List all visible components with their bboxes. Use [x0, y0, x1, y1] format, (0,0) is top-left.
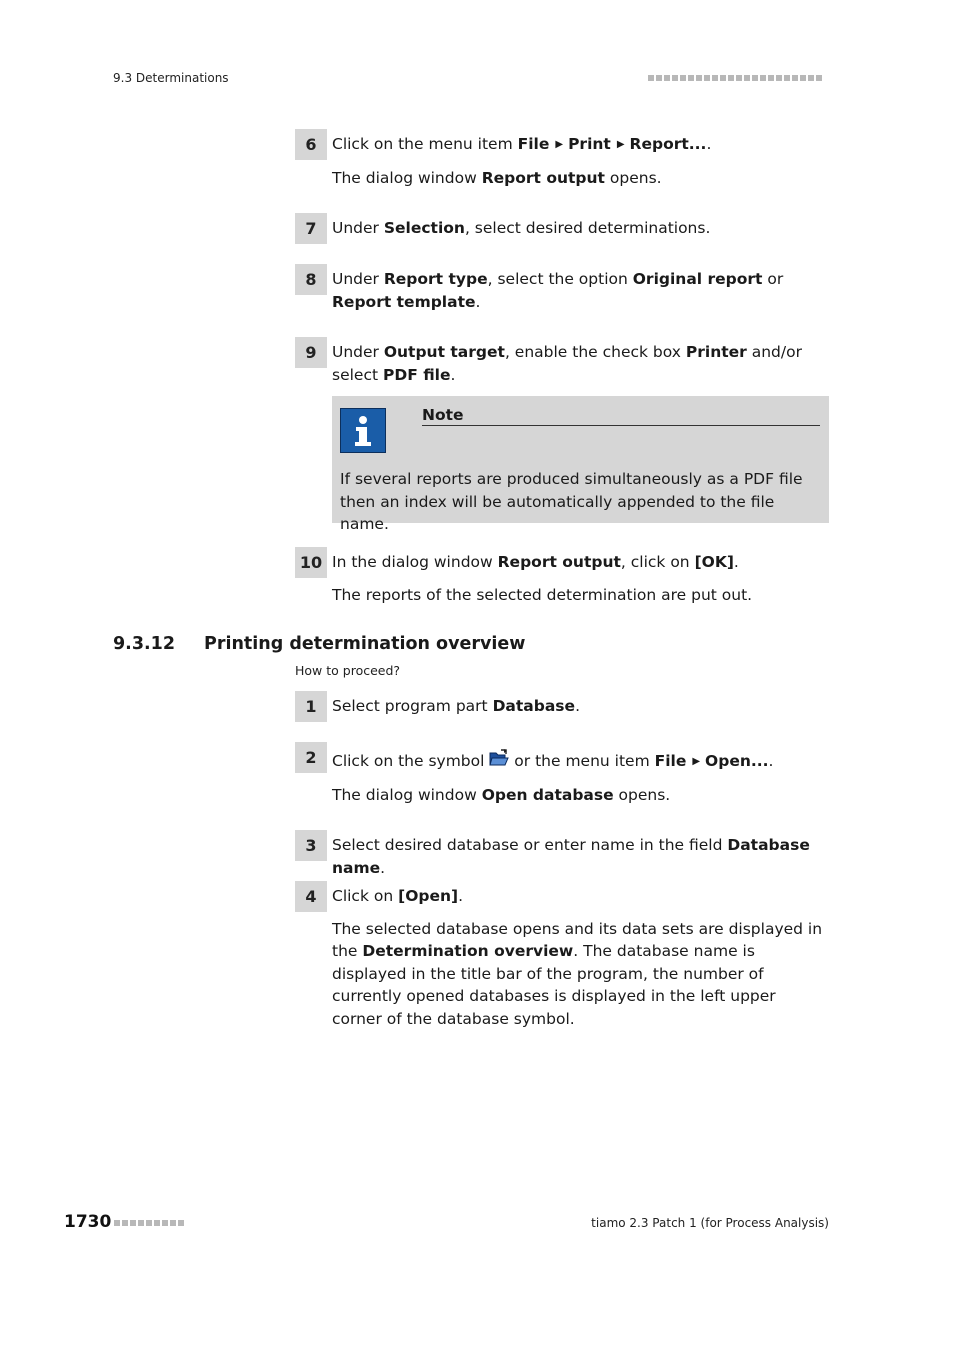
- step-instruction: Select desired database or enter name in the field Database name.: [332, 836, 810, 877]
- step-result: The dialog window Report output opens.: [332, 168, 662, 187]
- step-instruction: Under Selection, select desired determinations.: [332, 219, 711, 237]
- section-number: 9.3.12: [113, 634, 176, 654]
- step-number: 2: [295, 742, 327, 773]
- step-number: 1: [295, 691, 327, 722]
- step-instruction: Click on the menu item File ▶ Print ▶ Report....: [332, 135, 712, 153]
- step-number: 3: [295, 830, 327, 861]
- step-number: 10: [295, 547, 327, 578]
- step-2: [295, 742, 829, 806]
- info-icon: [340, 408, 386, 453]
- note-box: [332, 396, 829, 533]
- step-instruction: Click on the symbol or the menu item File ▶ Open....: [332, 749, 829, 774]
- menu-arrow-icon: ▶: [555, 139, 564, 150]
- page-number: 1730: [64, 1212, 112, 1232]
- step-10: [295, 547, 829, 606]
- step-instruction: Select program part Database.: [332, 697, 580, 715]
- note-title: Note: [422, 406, 820, 426]
- step-6: [295, 129, 829, 189]
- section-intro: How to proceed?: [295, 663, 401, 678]
- step-3: [295, 830, 829, 879]
- step-number: 4: [295, 881, 327, 912]
- header-decoration: [648, 75, 822, 81]
- footer-product: tiamo 2.3 Patch 1 (for Process Analysis): [591, 1216, 829, 1230]
- step-7: [295, 213, 829, 240]
- step-result: The selected database opens and its data sets are displayed in the Determination overview. The database name is displayed in the title bar of the program, the number of currently opened databases is displayed in the left upper corner of the database symbol.: [332, 919, 823, 1028]
- step-instruction: Under Report type, select the option Original report or Report template.: [332, 270, 784, 311]
- note-text: If several reports are produced simultaneously as a PDF file then an index will be automatically appended to the file name.: [340, 470, 803, 533]
- step-9: [295, 337, 829, 386]
- step-number: 7: [295, 213, 327, 244]
- step-result: The dialog window Open database opens.: [332, 785, 671, 804]
- step-instruction: Under Output target, enable the check box Printer and/or select PDF file.: [332, 343, 802, 384]
- footer-decoration: [114, 1220, 184, 1226]
- step-1: [295, 691, 829, 718]
- step-4: [295, 881, 829, 1030]
- step-instruction: Click on [Open].: [332, 887, 464, 905]
- step-number: 8: [295, 264, 327, 295]
- running-header: 9.3 Determinations: [113, 71, 229, 85]
- open-folder-icon: [489, 749, 509, 767]
- step-result: The reports of the selected determination are put out.: [332, 585, 753, 604]
- step-number: 6: [295, 129, 327, 160]
- step-number: 9: [295, 337, 327, 368]
- step-instruction: In the dialog window Report output, click on [OK].: [332, 553, 739, 571]
- step-8: [295, 264, 829, 313]
- section-title: Printing determination overview: [204, 634, 526, 654]
- menu-arrow-icon: ▶: [616, 139, 625, 150]
- menu-arrow-icon: ▶: [692, 756, 701, 767]
